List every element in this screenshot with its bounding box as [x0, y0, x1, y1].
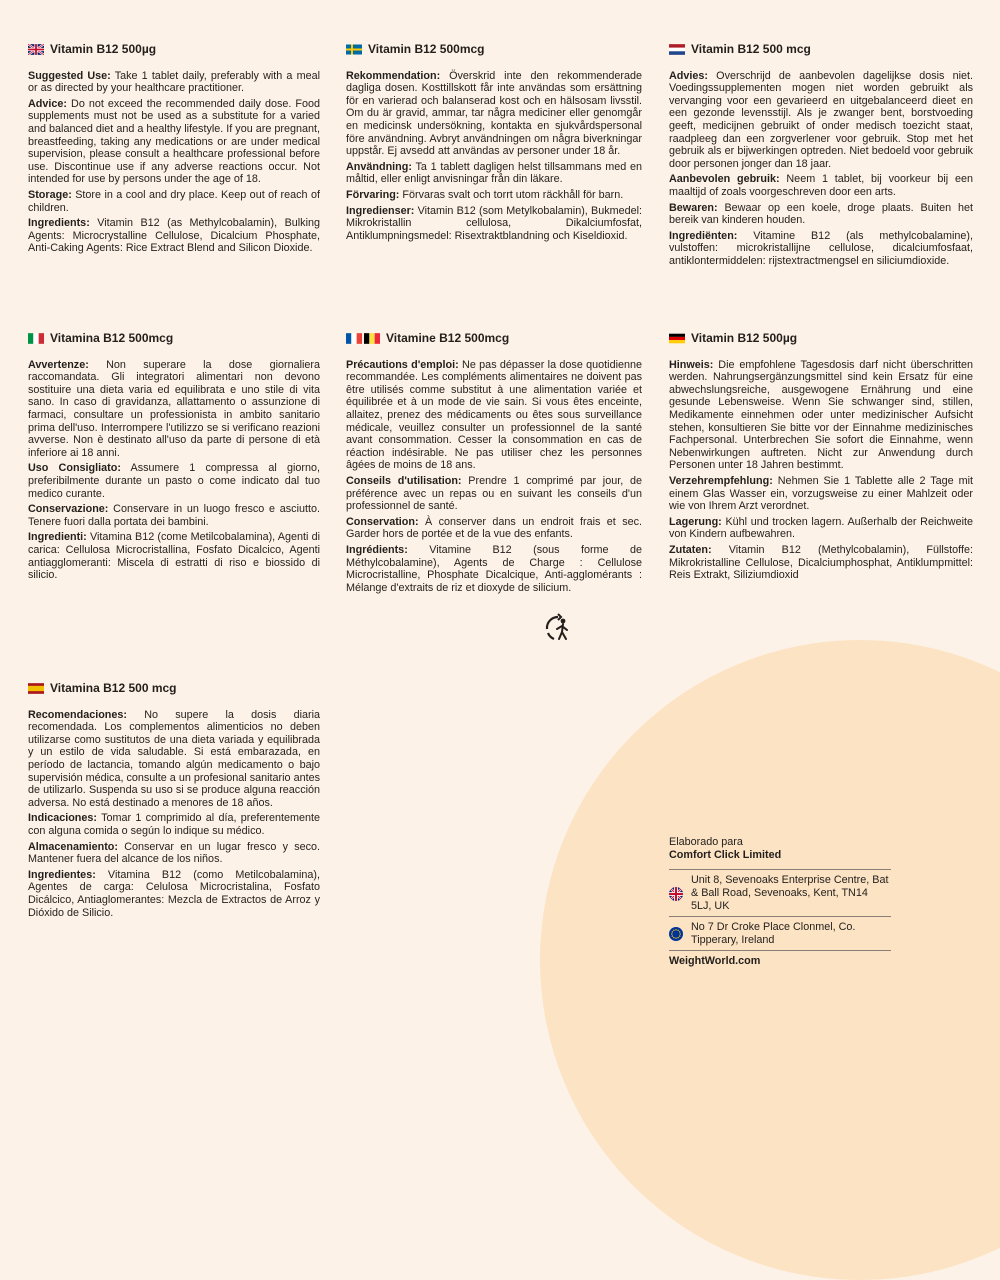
paragraph-advice: Advies: Overschrijd de aanbevolen dagelijkse dosis niet. Voedingssupplementen mogen niet worden gebruikt als vervanging voor een gevarieerd en uitgebalanceerd dieet en een gezonde levensstijl. Als je zwanger bent, borstvoeding geeft, medicijnen gebruikt of onder medisch toezicht staat, raadpleeg dan een zorgverlener voor gebruik. Stop met het gebruik als er bijwerkingen optreden. Niet bedoeld voor gebruik door personen jonger dan 18 jaar.: [669, 69, 973, 170]
product-title: Vitamin B12 500 mcg: [691, 42, 811, 56]
uk-address: Unit 8, Sevenoaks Enterprise Centre, Bat & Ball Road, Sevenoaks, Kent, TN14 5LJ, UK: [691, 874, 889, 912]
product-title: Vitamina B12 500mcg: [50, 331, 174, 345]
paragraph-storage: Bewaren: Bewaar op een koele, droge plaats. Buiten het bereik van kinderen houden.: [669, 201, 973, 227]
paragraph-storage: Storage: Store in a cool and dry place. Keep out of reach of children.: [28, 188, 320, 214]
paragraph-storage: Lagerung: Kühl und trocken lagern. Außerhalb der Reichweite von Kindern aufbewahren.: [669, 515, 973, 541]
paragraph-warnings: Avvertenze: Non superare la dose giornaliera raccomandata. Gli integratori alimentari non devono sostituire una dieta varia ed equilibrata e uno stile di vita sano. In caso di gravidanza, allattamento o assunzione di farmaci, consultare un professionista in ambito sanitario prima dell'uso. Interrompere l'utilizzo se si verificano reazioni avverse. Non è destinato all'uso da parte di persone di età inferiore ai 18 anni.: [28, 358, 320, 459]
section-sv: [346, 43, 642, 245]
paragraph-ingredients: Ingredients: Vitamin B12 (as Methylcobalamin), Bulking Agents: Microcrystalline Cellulose, Dicalcium Phosphate, Anti-Caking Agents: Rice Extract Blend and Silicon Dioxide.: [28, 217, 320, 255]
sweden-flag-icon: [346, 44, 362, 55]
section-it: [28, 332, 320, 585]
section-es: [28, 682, 320, 922]
eu-address-row: [669, 916, 891, 950]
paragraph-use: Uso Consigliato: Assumere 1 compressa al giorno, preferibilmente durante un pasto o come indicato dal tuo medico curante.: [28, 462, 321, 500]
france-flag-icon: [346, 333, 362, 344]
spain-flag-icon: [28, 683, 44, 694]
paragraph-storage: Conservazione: Conservare in un luogo fresco e asciutto. Tenere fuori dalla portata dei bambini.: [28, 503, 320, 528]
paragraph-storage: Förvaring: Förvaras svalt och torrt utom räckhåll för barn.: [346, 188, 624, 201]
paragraph-use: Verzehrempfehlung: Nehmen Sie 1 Tablette alle 2 Tage mit einem Glas Wasser ein, vorzugsweise zu einer Mahlzeit oder wie von Ihrem Arzt verordnet.: [669, 474, 973, 513]
section-en: [28, 43, 320, 258]
paragraph-use: Indicaciones: Tomar 1 comprimido al día, preferentemente con alguna comida o según lo indique su médico.: [28, 812, 320, 837]
product-title: Vitamin B12 500µg: [50, 42, 157, 56]
product-title: Vitamin B12 500µg: [691, 331, 798, 345]
paragraph-storage: Conservation: À conserver dans un endroit frais et sec. Garder hors de portée et de la vue des enfants.: [346, 515, 642, 541]
paragraph-use: Suggested Use: Take 1 tablet daily, preferably with a meal or as directed by your healthcare practitioner.: [28, 69, 320, 95]
paragraph-ingredients: Ingredientes: Vitamina B12 (como Metilcobalamina), Agentes de carga: Celulosa Microcristalina, Fosfato Dicálcico, Antiaglomerantes: Mezcla de Extractos de Arroz y Dióxido de Silicio.: [28, 868, 320, 919]
germany-flag-icon: [669, 333, 685, 344]
paragraph-ingredients: Ingrediënten: Vitamine B12 (als methylcobalamine), vulstoffen: microkristallijne cellulose, dicalciumfosfaat, antiklontermiddelen: rijstextractmengsel en siliciumdioxide.: [669, 229, 973, 267]
paragraph-storage: Almacenamiento: Conservar en un lugar fresco y seco. Mantener fuera del alcance de los niños.: [28, 840, 320, 866]
section-fr: [346, 332, 642, 597]
eu-flag-icon: [669, 927, 683, 941]
paragraph-recommendation: Rekommendation: Överskrid inte den rekommenderade dagliga dosen. Kosttillskott får inte användas som ersättning för en varierad och balanserad kost och en hälsosam livsstil. Om du är gravid, ammar, tar några mediciner eller genomgår en medicinsk undersökning, kontakta en sjukvårdspersonal före användning. Avbryt användningen om några biverkningar uppstår. Ej avsedd att användas av personer under 18 år.: [346, 69, 642, 158]
section-de: [669, 332, 973, 585]
uk-address-row: [669, 869, 891, 916]
paragraph-advice: Advice: Do not exceed the recommended daily dose. Food supplements must not be used as a substitute for a varied and balanced diet and a healthy lifestyle. If you are pregnant, breastfeeding, taking any medications or are under medical supervision, please consult a healthcare professional before use. Discontinue use if any adverse reactions occur. Not intended for use by persons under the age of 18.: [28, 97, 320, 186]
section-title-de: [669, 332, 973, 345]
italy-flag-icon: [28, 333, 44, 344]
section-title-nl: [669, 43, 973, 56]
uk-flag-icon: [28, 44, 44, 55]
paragraph-use: Aanbevolen gebruik: Neem 1 tablet, bij voorkeur bij een maaltijd of zoals voorgeschreven door een arts.: [669, 173, 973, 198]
section-nl: [669, 43, 973, 271]
section-title-sv: [346, 43, 642, 56]
paragraph-recommendation: Recomendaciones: No supere la dosis diaria recomendada. Los complementos alimenticios no deben utilizarse como sustitutos de una dieta variada y equilibrada y un estilo de vida saludable. Si está embarazada, en período de lactancia, tomando algún medicamento o bajo supervisión médica, consulte a un profesional sanitario antes de utilizarlo. Suspenda su uso si se produce alguna reacción adversa. No está destinado a menores de 18 años.: [28, 708, 320, 809]
product-title: Vitamina B12 500 mcg: [50, 681, 177, 695]
manufacturer-block: [669, 836, 891, 968]
recycle-icon: [541, 612, 575, 642]
made-for-label: Elaborado para: [669, 836, 743, 848]
section-title-es: [28, 682, 320, 695]
paragraph-ingredients: Ingrédients: Vitamine B12 (sous forme de Méthylcobalamine), Agents de Charge : Cellulose Microcristalline, Phosphate Dicalcique, Anti-agglomérants : Mélange d'extraits de riz et dioxyde de silicium.: [346, 543, 642, 594]
paragraph-hint: Hinweis: Die empfohlene Tagesdosis darf nicht überschritten werden. Nahrungsergänzungsmittel sind kein Ersatz für eine abwechslungsreiche, ausgewogene Ernährung und eine gesunde Lebensweise. Wenn Sie schwanger sind, stillen, Medikamente einnehmen oder unter medizinischer Aufsicht stehen, konsultieren Sie bitte vor der Einnahme medizinisches Fachpersonal. Unterbrechen Sie sofort die Einnahme, wenn Nebenwirkungen auftreten. Nicht zur Anwendung durch Personen unter 18 Jahren bestimmt.: [669, 358, 973, 472]
paragraph-precautions: Précautions d'emploi: Ne pas dépasser la dose quotidienne recommandée. Les compléments alimentaires ne doivent pas être utilisés comme substitut à une alimentation variée et équilibrée et à un mode de vie sain. Si vous êtes enceinte, allaitez, prenez des médicaments ou êtes sous surveillance médicale, veuillez consulter un professionnel de la santé avant consommation. Cesser la consommation en cas de réaction indésirable. Ne pas utiliser chez les personnes âgées de moins de 18 ans.: [346, 358, 643, 472]
company-name: Comfort Click Limited: [669, 849, 782, 861]
section-title-it: [28, 332, 320, 345]
product-title: Vitamin B12 500mcg: [368, 42, 485, 56]
section-title-en: [28, 43, 320, 56]
eu-address: No 7 Dr Croke Place Clonmel, Co. Tipperary, Ireland: [691, 921, 856, 946]
product-title: Vitamine B12 500mcg: [386, 331, 510, 345]
netherlands-flag-icon: [669, 44, 685, 55]
section-title-fr: [346, 332, 642, 345]
paragraph-ingredients: Ingredienti: Vitamina B12 (come Metilcobalamina), Agenti di carica: Cellulosa Microcristallina, Fosfato Dicalcico, Agenti antiagglomeranti: Miscela di estratti di riso e biossido di silicio.: [28, 531, 320, 582]
website-link[interactable]: WeightWorld.com: [669, 950, 891, 968]
paragraph-ingredients: Zutaten: Vitamin B12 (Methylcobalamin), Füllstoffe: Mikrokristalline Cellulose, Dicalciumphosphat, Antiklumpmittel: Reis Extrakt, Siliziumdioxid: [669, 543, 973, 582]
uk-flag-icon: [669, 887, 683, 901]
paragraph-use: Conseils d'utilisation: Prendre 1 comprimé par jour, de préférence avec un repas ou en suivant les conseils d'un professionnel de santé.: [346, 474, 642, 513]
paragraph-ingredients: Ingredienser: Vitamin B12 (som Metylkobalamin), Bukmedel: Mikrokristallin cellulosa, Dikalciumfosfat, Antiklumpningsmedel: Risextraktblandning och Kiseldioxid.: [346, 204, 642, 242]
paragraph-use: Användning: Ta 1 tablett dagligen helst tillsammans med en måltid, eller enligt anvisningar från din läkare.: [346, 160, 642, 186]
belgium-flag-icon: [364, 333, 380, 344]
